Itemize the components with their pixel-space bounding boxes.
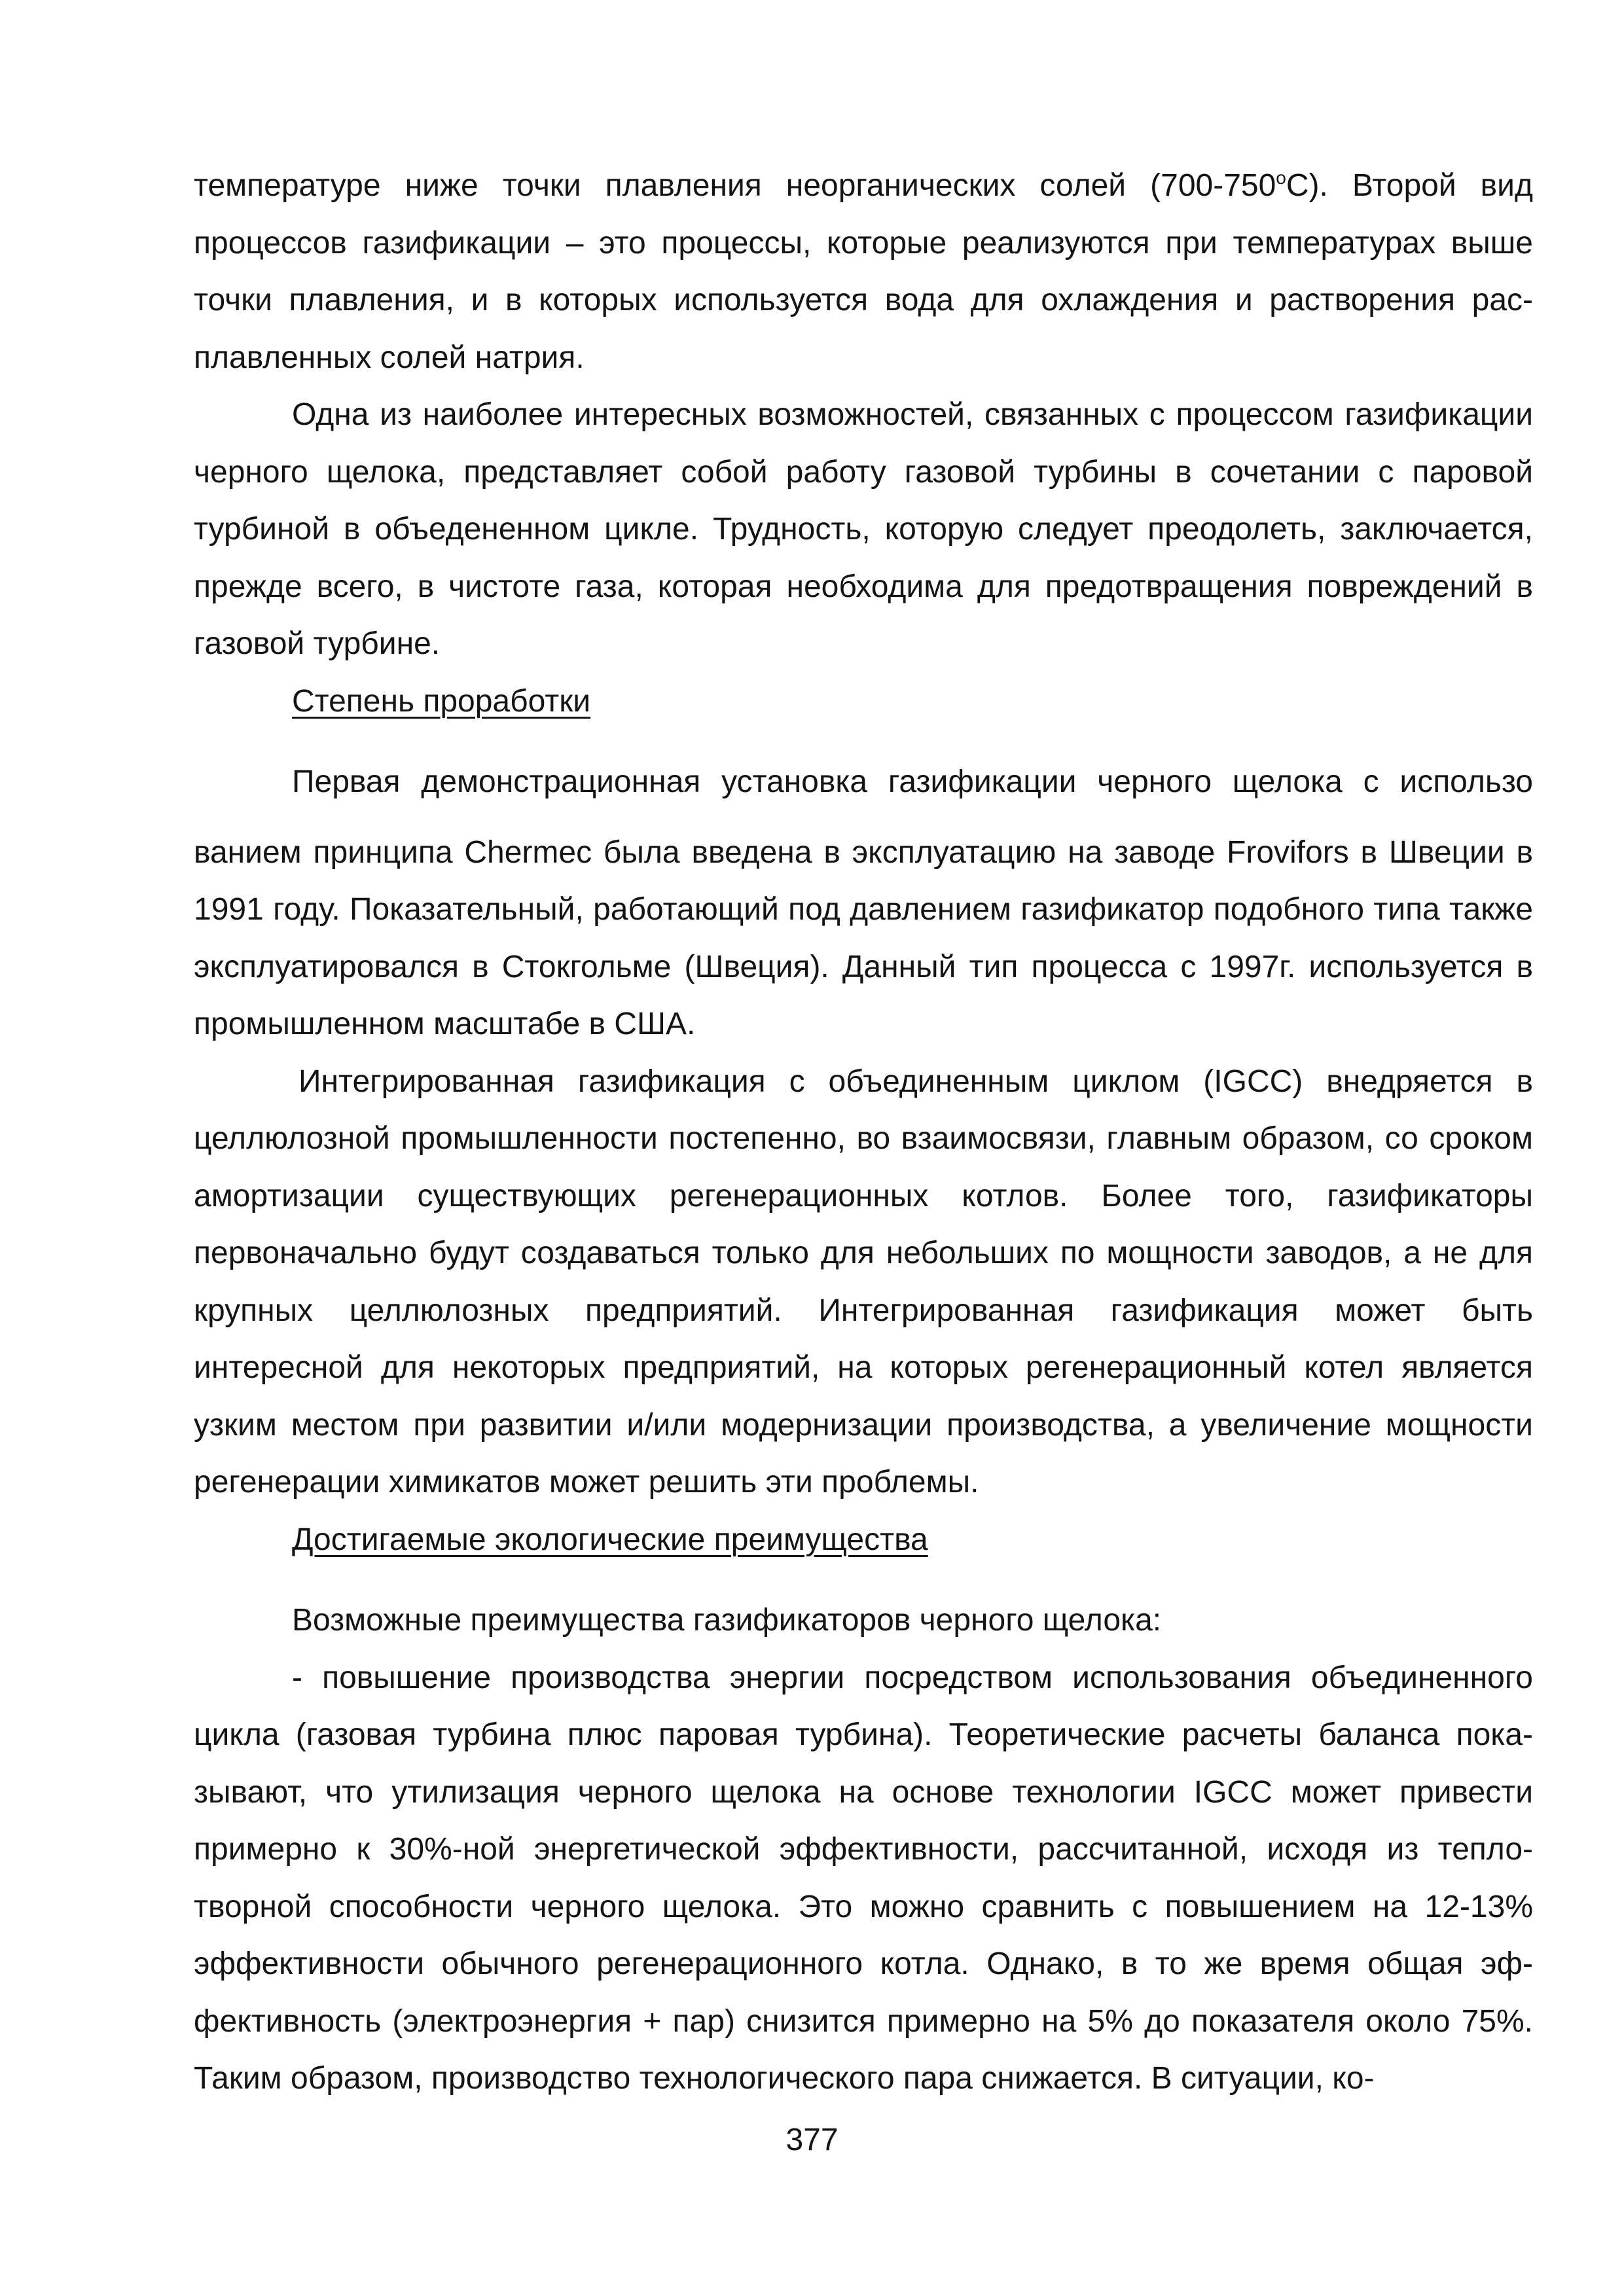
paragraph-4: Интегрированная газификация с объединенным циклом (IGCC) внедряется в целлюлозной промышленности постепенно, во взаимосвязи, главным образом, со сроком амортизации существующих регенерационных котлов. Более того, газификаторы первоначально будут создаваться только для небольших по мощности заводов, а не для крупных целлюлозных предприятий. Интегрированная газификация может быть интересной для некоторых предприятий, на которых регенерационный котел является узким местом при развитии и/или модернизации производства, а увеличение мощности регенерации химикатов может решить эти проблемы.	[194, 1064, 1533, 1499]
paragraph-6: - повышение производства энергии посредством использования объединенного цикла (газовая турбина плюс паровая турбина). Теоретические расчеты баланса показывают, что утилизация черного щелока на основе технологии IGCC может привести примерно к 30%-ной энергетической эффективности, рассчитанной, исходя из теплотворной способности черного щелока. Это можно сравнить с повышением на 12-13% эффективности обычного регенерационного котла. Однако, в то же время общая эффективность (электроэнергия + пар) снизится примерно на 5% до показателя около 75%. Таким образом, производство технологического пара снижается. В ситуации, ко-	[194, 1660, 1533, 2096]
paragraph-3-continued: ванием принципа Chermec была введена в эксплуатацию на заводе Frovifors в Швеции в 1991 году. Показательный, работающий под давлением газификатор подобного типа также эксплуатировался в Стокгольме (Швеция). Данный тип процесса с 1997г. используется в промышленном масштабе в США.	[194, 834, 1533, 1041]
paragraph-3-first-line: Первая демонстрационная установка газификации черного щелока с использо	[292, 764, 1533, 799]
section-heading-environmental-benefits-text: Достигаемые экологические преимущества	[292, 1522, 928, 1557]
paragraph-1-text-a: температуре ниже точки плавления неорганических солей (700-750	[194, 168, 1276, 203]
page-number: 377	[785, 2123, 839, 2157]
degree-superscript: o	[1276, 168, 1286, 188]
section-heading-development-text: Степень проработки	[292, 683, 591, 719]
paragraph-1	[194, 157, 1533, 386]
paragraph-1-text-b: С). Второй вид процессов газификации – это процессы, которые реализуются при температурах выше точки плавления, и в которых используется вода для охлаждения и растворения расплавленных солей натрия.	[194, 168, 1533, 375]
page-body	[194, 157, 1533, 2108]
paragraph-5: Возможные преимущества газификаторов черного щелока:	[292, 1603, 1162, 1638]
section-heading-development	[194, 673, 1533, 730]
section-heading-environmental-benefits	[194, 1511, 1533, 1569]
paragraph-2: Одна из наиболее интересных возможностей, связанных с процессом газификации черного щелока, представляет собой работу газовой турбины в сочетании с паровой турбиной в объедененном цикле. Трудность, которую следует преодолеть, заключается, прежде всего, в чистоте газа, которая необходима для предотвращения повреждений в газовой турбине.	[194, 397, 1533, 661]
